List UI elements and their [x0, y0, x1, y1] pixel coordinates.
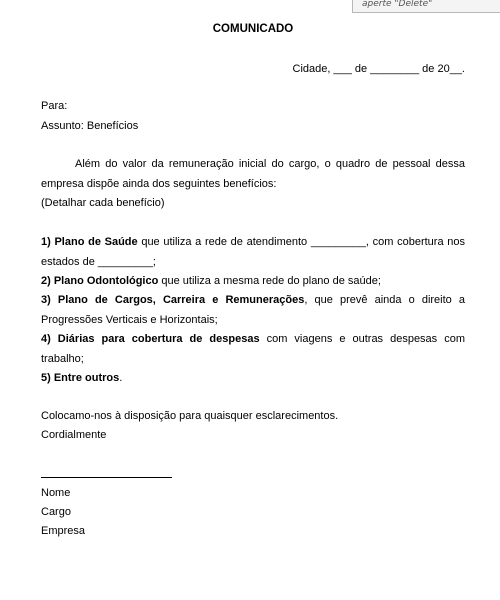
benefit-title: 1) Plano de Saúde	[41, 236, 138, 248]
salutation: Cordialmente	[41, 429, 107, 441]
signature-line	[41, 477, 172, 478]
benefit-text: com viagens e outras despesas com trabalho;	[41, 333, 465, 365]
benefit-item-2	[41, 272, 465, 292]
date-line: Cidade, ___ de ________ de 20__.	[292, 63, 465, 75]
benefit-item-3	[41, 291, 465, 330]
benefit-text: , que prevê ainda o direito a Progressões Verticais e Horizontais;	[41, 294, 466, 326]
benefit-text: que utiliza a mesma rede do plano de saúde;	[158, 275, 381, 287]
benefit-item-4	[41, 330, 465, 369]
benefit-text: .	[119, 372, 123, 384]
benefit-title: 4) Diárias para cobertura de despesas	[41, 333, 260, 345]
document-title: COMUNICADO	[212, 23, 294, 35]
signature-role: Cargo	[41, 506, 71, 518]
benefit-title: 5) Entre outros	[41, 372, 120, 384]
benefit-title: 2) Plano Odontológico	[41, 275, 159, 287]
tooltip-hint: aperte "Delete"	[352, 0, 500, 13]
signature-name: Nome	[41, 487, 71, 499]
benefit-item-1	[41, 233, 465, 272]
detail-note: (Detalhar cada benefício)	[41, 197, 165, 209]
subject-line: Assunto: Benefícios	[41, 120, 139, 132]
intro-paragraph: Além do valor da remuneração inicial do cargo, o quadro de pessoal dessa empresa dispõe ainda dos seguintes benefícios:	[41, 158, 465, 190]
closing-sentence: Colocamo-nos à disposição para quaisquer esclarecimentos.	[41, 410, 339, 422]
benefit-text: que utiliza a rede de atendimento _________, com cobertura nos estados de _________;	[41, 236, 465, 268]
signature-company: Empresa	[41, 525, 86, 537]
benefit-item-5	[41, 369, 465, 389]
recipient-label: Para:	[41, 100, 68, 112]
benefit-title: 3) Plano de Cargos, Carreira e Remunerações	[41, 294, 305, 306]
